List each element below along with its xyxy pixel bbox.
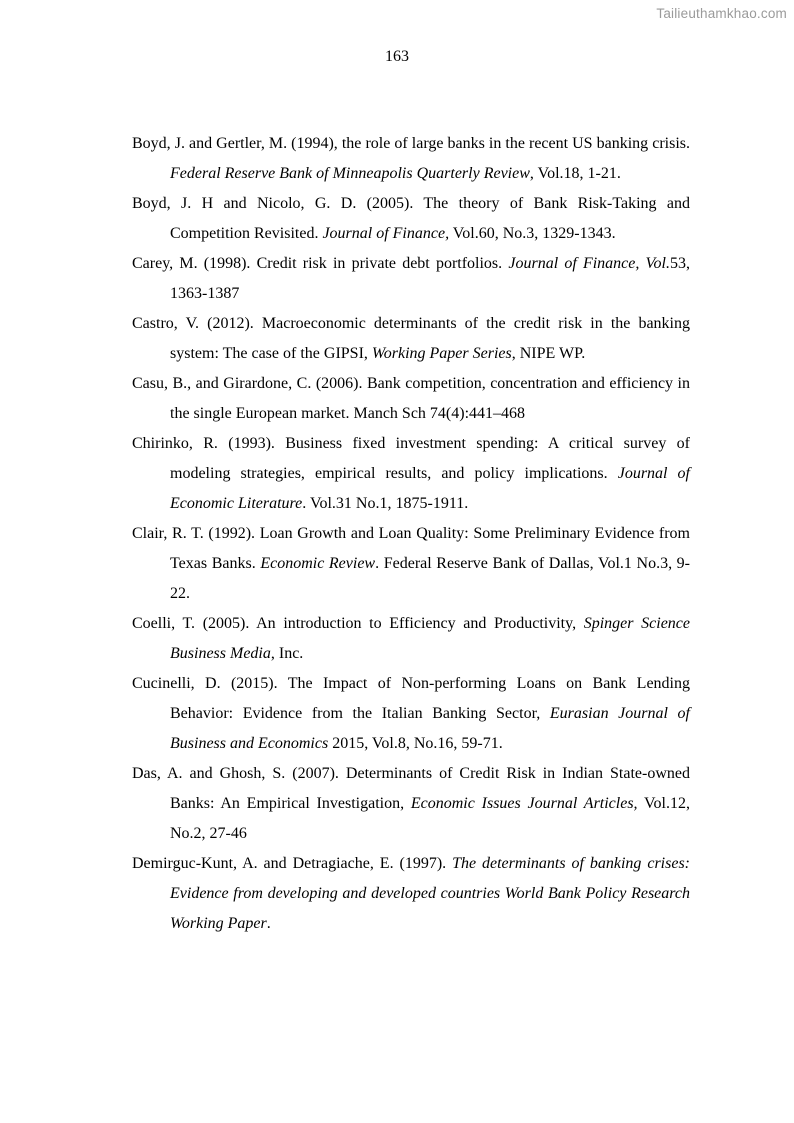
- reference-text: Chirinko, R. (1993). Business fixed investment spending: A critical survey of modeling strategies, empirical results, and policy implications.: [132, 435, 690, 482]
- reference-source-title: Journal of Economic Literature: [170, 465, 691, 512]
- reference-source-title: Working Paper Series: [371, 345, 512, 362]
- reference-text: , NIPE WP.: [511, 345, 586, 362]
- reference-text: 2015, Vol.8, No.16, 59-71.: [328, 735, 503, 752]
- reference-text: 53, 1363-1387: [170, 255, 691, 302]
- reference-entry: [132, 369, 690, 429]
- reference-text: . Vol.31 No.1, 1875-1911.: [302, 495, 469, 512]
- reference-entry: [132, 429, 690, 519]
- watermark: Tailieuthamkhao.com: [656, 6, 787, 21]
- reference-text: Carey, M. (1998). Credit risk in private debt portfolios.: [132, 255, 509, 272]
- reference-text: Coelli, T. (2005). An introduction to Efficiency and Productivity,: [132, 615, 584, 632]
- reference-source-title: Spinger Science Business Media: [170, 615, 691, 662]
- reference-text: , Inc.: [270, 645, 304, 662]
- page-number: 163: [385, 48, 409, 65]
- reference-source-title: Eurasian Journal of Business and Economics: [170, 705, 691, 752]
- reference-source-title: The determinants of banking crises: Evidence from developing and developed countries World Bank Policy Research Working Paper: [170, 855, 690, 932]
- reference-text: . Federal Reserve Bank of Dallas, Vol.1 No.3, 9-22.: [170, 555, 691, 602]
- reference-list: [132, 129, 690, 939]
- reference-source-title: Journal of Finance, Vol.: [508, 255, 671, 272]
- reference-text: Clair, R. T. (1992). Loan Growth and Loan Quality: Some Preliminary Evidence from Texas Banks.: [132, 525, 690, 572]
- reference-source-title: Federal Reserve Bank of Minneapolis Quarterly Review: [170, 165, 530, 182]
- reference-text: .: [266, 915, 271, 932]
- reference-entry: [132, 519, 690, 609]
- reference-text: Das, A. and Ghosh, S. (2007). Determinants of Credit Risk in Indian State-owned Banks: An Empirical Investigation,: [132, 765, 690, 812]
- reference-text: Demirguc-Kunt, A. and Detragiache, E. (1997).: [132, 855, 453, 872]
- reference-text: Vol.12, No.2, 27-46: [170, 795, 690, 842]
- reference-entry: [132, 849, 690, 939]
- reference-text: Casu, B., and Girardone, C. (2006). Bank competition, concentration and efficiency in the single European market. Manch Sch 74(4):441–468: [132, 375, 690, 422]
- reference-entry: [132, 249, 690, 309]
- reference-text: Vol.60, No.3, 1329-1343.: [449, 225, 616, 242]
- reference-text: Boyd, J. and Gertler, M. (1994), the role of large banks in the recent US banking crisis.: [132, 135, 690, 152]
- reference-entry: [132, 129, 690, 189]
- reference-text: Boyd, J. H and Nicolo, G. D. (2005). The theory of Bank Risk-Taking and Competition Revisited.: [132, 195, 690, 242]
- reference-text: , Vol.18, 1-21.: [529, 165, 621, 182]
- reference-text: Cucinelli, D. (2015). The Impact of Non-performing Loans on Bank Lending Behavior: Evidence from the Italian Banking Sector,: [132, 675, 690, 722]
- reference-entry: [132, 759, 690, 849]
- reference-entry: [132, 609, 690, 669]
- reference-source-title: Economic Issues Journal Articles,: [410, 795, 638, 812]
- reference-entry: [132, 189, 690, 249]
- reference-entry: [132, 309, 690, 369]
- reference-source-title: Journal of Finance,: [322, 225, 450, 242]
- reference-text: Castro, V. (2012). Macroeconomic determinants of the credit risk in the banking system: The case of the GIPSI,: [132, 315, 690, 362]
- reference-entry: [132, 669, 690, 759]
- reference-source-title: Economic Review: [260, 555, 376, 572]
